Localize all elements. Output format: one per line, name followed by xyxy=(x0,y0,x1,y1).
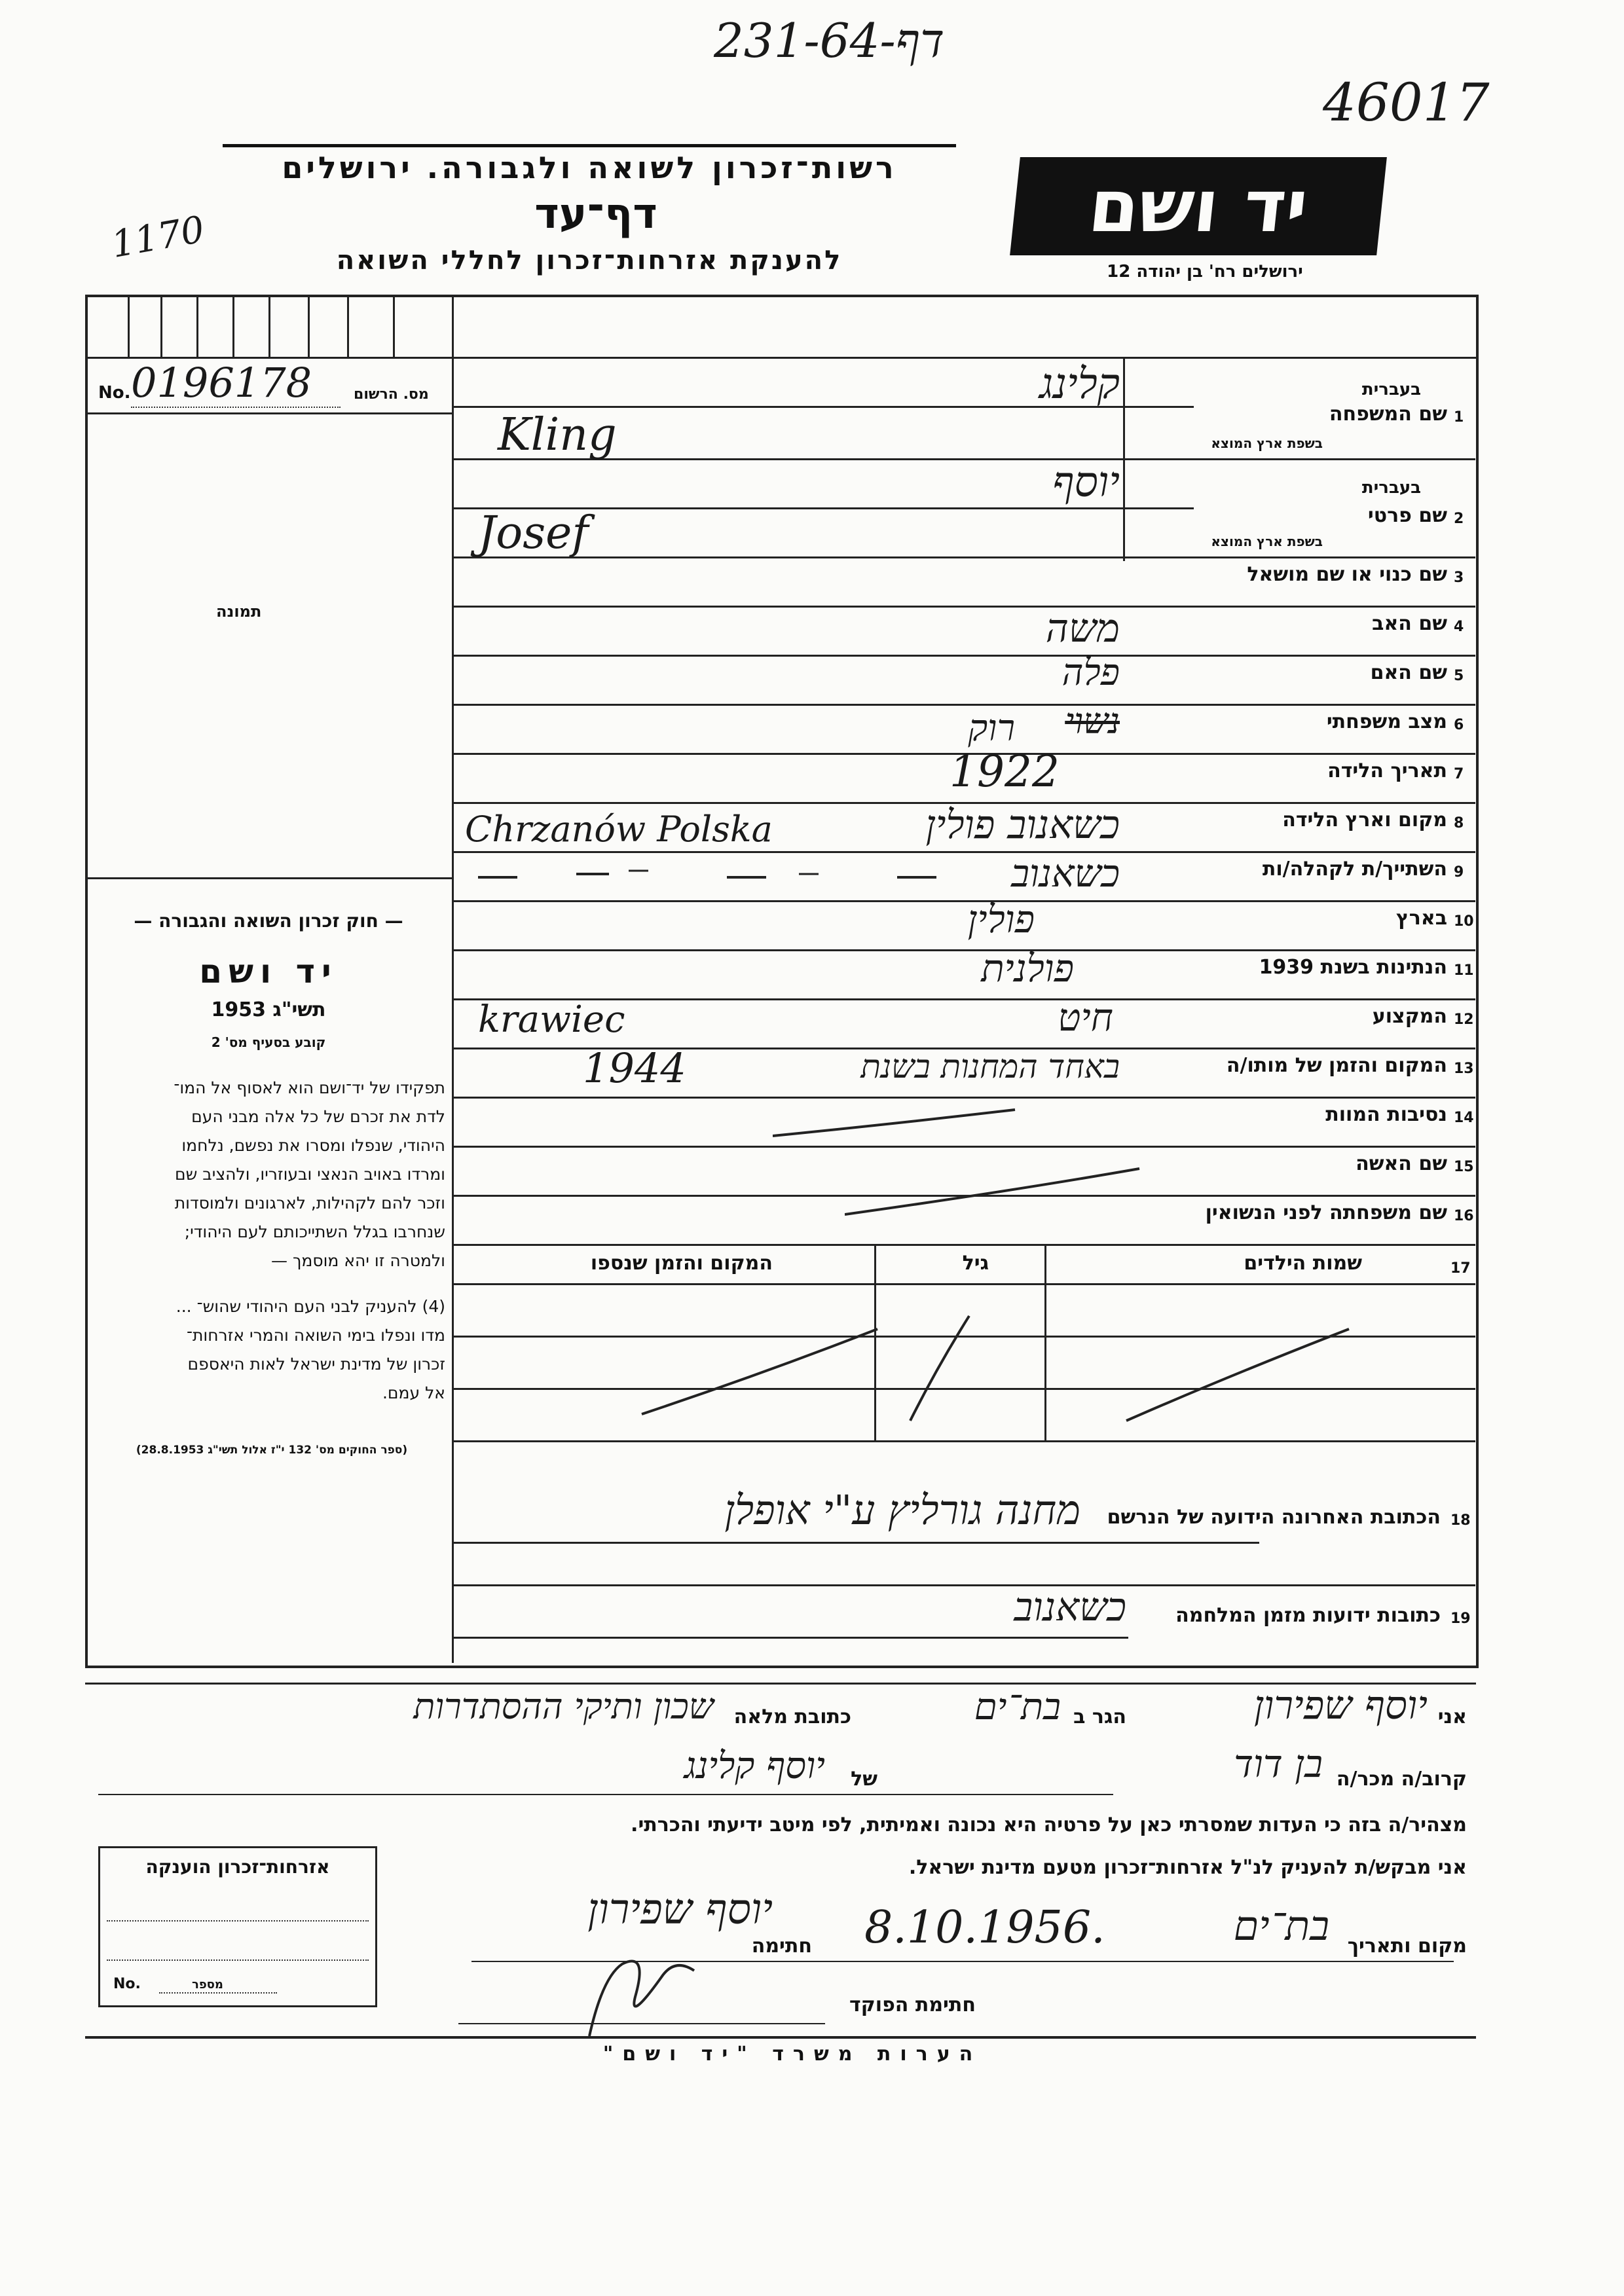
field-8-label: מקום וארץ הלידה xyxy=(1282,809,1447,831)
field-5-num: 5 xyxy=(1454,668,1464,684)
field-13-value[interactable]: באחד המחנות בשנת xyxy=(860,1048,1120,1085)
field-9-num: 9 xyxy=(1454,864,1464,881)
decl-statement: מצהיר/ה בזה כי העדות שמסרתי כאן על פרטיה היא נכונה ואמיתית, לפי מיטב ידיעתי והכרתי. xyxy=(631,1813,1467,1836)
decl-request: אני מבקש/ת להעניק לנ"ל אזרחות־זכרון מטעם מדינת ישראל. xyxy=(908,1856,1467,1879)
field-19-value[interactable]: כשאנוב xyxy=(1014,1584,1126,1630)
field-2-value-he[interactable]: יוסף xyxy=(1052,458,1120,507)
award-box xyxy=(98,1846,377,2007)
registration-no-value: 0196178 xyxy=(131,359,341,408)
award-box-no-he: מספר xyxy=(192,1978,223,1992)
law-citation: (ספר החוקים מס' 132 י"ז אלול תשי"ג 28.8.1953) xyxy=(136,1444,408,1457)
field-15-num: 15 xyxy=(1454,1159,1474,1175)
children-empty-strokes xyxy=(629,1303,1362,1434)
law-line: וזכר להם לקהילות, לארגונים ולמוסדות xyxy=(174,1194,445,1212)
officer-signature-label: חתימת הפוקד xyxy=(849,1994,976,2016)
decl-lives-label: הגר ב xyxy=(1073,1705,1126,1728)
field-12-value-he[interactable]: חיט xyxy=(1058,995,1113,1040)
field-1-num: 1 xyxy=(1454,409,1464,426)
field-14-label: נסיבות המוות xyxy=(1325,1103,1447,1126)
form-title: דף־עד xyxy=(534,190,657,238)
field-9-value[interactable]: כשאנוב xyxy=(1011,851,1120,896)
decl-signature-label: חתימה xyxy=(751,1935,812,1958)
award-box-title: אזרחות־זכרון הוענקה xyxy=(145,1856,330,1878)
field-15-label: שם האשה xyxy=(1356,1152,1447,1175)
field-19-num: 19 xyxy=(1450,1611,1471,1627)
field-14-num: 14 xyxy=(1454,1110,1474,1126)
children-header-age: גיל xyxy=(962,1252,989,1275)
law-line: ומרדו באויב הנאצי ובעוזריו, ולהציב שם xyxy=(175,1165,445,1184)
field-8-value-latin[interactable]: Chrzanów Polska xyxy=(465,809,773,850)
field-1-label: שם המשפחה xyxy=(1329,403,1447,426)
field-16-label: שם משפחתה לפני הנשואין xyxy=(1205,1201,1447,1224)
field-2-value-latin[interactable]: Josef xyxy=(478,507,589,559)
decl-i-label: אני xyxy=(1437,1705,1467,1728)
field-2-num: 2 xyxy=(1454,511,1464,527)
decl-place-date-label: מקום ותאריך xyxy=(1347,1935,1467,1958)
yad-vashem-logo xyxy=(1010,157,1387,255)
decl-signature[interactable]: יוסף שפירון xyxy=(587,1886,773,1934)
field-2-sub-top: בעברית xyxy=(1361,478,1421,498)
officer-signature-mark xyxy=(576,1938,707,2043)
field-1-value-he[interactable]: קלינג xyxy=(1039,360,1120,409)
law-year: תשי"ג 1953 xyxy=(211,998,326,1021)
field-9-label: השתייך/ת לקהלה/ות xyxy=(1262,858,1447,881)
field-15-dash xyxy=(845,1165,1146,1218)
field-12-label: המקצוע xyxy=(1372,1005,1447,1028)
field-10-num: 10 xyxy=(1454,913,1474,930)
law-paragraph xyxy=(95,1074,445,1408)
form-subtitle: להענקת אזרחות־זכרון לחללי השואה xyxy=(336,246,843,276)
law-line: ולמטרה זו יהא מוסמך — xyxy=(271,1251,445,1270)
field-13-year[interactable]: 1944 xyxy=(583,1044,686,1092)
field-13-label: המקום והזמן של מותו/ה xyxy=(1226,1054,1447,1077)
field-12-value-latin[interactable]: krawiec xyxy=(478,998,625,1041)
field-18-label: הכתובת האחרונה הידועה של הנרשם xyxy=(1107,1506,1441,1529)
children-header-place-time: המקום והזמן שנספו xyxy=(590,1252,773,1275)
decl-of-label: של xyxy=(851,1768,877,1791)
law-line: תפקידו של יד־ושם הוא לאסוף אל המו־ xyxy=(174,1078,445,1097)
field-6-struck-value: נשוי xyxy=(1065,701,1120,742)
award-box-no-label: No. xyxy=(113,1976,141,1992)
logo-text: יד ושם xyxy=(1084,164,1312,248)
law-name: יד ושם xyxy=(199,953,338,991)
footer-notes: הערות משרד "יד ושם" xyxy=(602,2043,982,2066)
field-12-num: 12 xyxy=(1454,1011,1474,1028)
field-6-label: מצב משפחתי xyxy=(1326,710,1447,733)
field-5-value[interactable]: פלה xyxy=(1061,651,1120,694)
field-10-value[interactable]: פולין xyxy=(967,897,1035,941)
field-11-value[interactable]: פולנית xyxy=(981,946,1074,991)
law-line: אל עמם. xyxy=(382,1383,445,1402)
field-13-num: 13 xyxy=(1454,1061,1474,1077)
field-18-value[interactable]: מחנה גורליץ ע"י אופלן xyxy=(724,1486,1080,1534)
field-8-value-he[interactable]: כשאנוב פולין xyxy=(925,802,1120,848)
archive-stamp-no: 1170 xyxy=(108,208,208,266)
law-line: לדת את זכרם של כל אלה מבני העם xyxy=(191,1107,445,1126)
decl-city[interactable]: בת־ים xyxy=(974,1686,1061,1728)
law-line: זכרון של מדינת ישראל לאות היאספם xyxy=(187,1355,445,1374)
field-9-ditto-marks xyxy=(478,864,976,890)
field-11-num: 11 xyxy=(1454,962,1474,979)
field-6-num: 6 xyxy=(1454,717,1464,733)
field-7-value[interactable]: 1922 xyxy=(950,746,1060,797)
registration-no-label: No. xyxy=(98,383,131,403)
decl-address[interactable]: שכון ותיקי ההסתדרות xyxy=(413,1686,714,1727)
registration-label: מס. הרשום xyxy=(354,386,429,403)
decl-subject-name[interactable]: יוסף קלינג xyxy=(684,1745,825,1787)
header-address: ירושלים רח' בן יהודה 12 xyxy=(1107,262,1303,282)
field-7-label: תאריך הלידה xyxy=(1327,759,1447,782)
field-7-num: 7 xyxy=(1454,766,1464,782)
field-2-sub-bottom: בשפת ארץ המוצא xyxy=(1211,534,1323,549)
field-4-label: שם האב xyxy=(1372,612,1447,635)
law-line: מדו ונפלו בימי השואה והמרי אזרחות־ xyxy=(186,1326,445,1345)
field-8-num: 8 xyxy=(1454,815,1464,831)
field-16-num: 16 xyxy=(1454,1208,1474,1224)
photo-label: תמונה xyxy=(216,602,262,621)
field-17-num: 17 xyxy=(1450,1260,1471,1277)
field-6-value[interactable]: רוק xyxy=(968,707,1015,750)
field-10-label: בארץ xyxy=(1395,907,1447,930)
field-5-label: שם האם xyxy=(1370,661,1447,684)
children-header-names: שמות הילדים xyxy=(1244,1252,1362,1275)
field-1-value-latin[interactable]: Kling xyxy=(498,409,617,461)
field-19-label: כתובות ידועות מזמן המלחמה xyxy=(1175,1604,1441,1627)
archive-file-ref: 231-64-דף xyxy=(714,13,945,68)
law-clause-ref: קובע בסעיף מס' 2 xyxy=(211,1034,326,1050)
field-14-dash xyxy=(773,1106,1022,1139)
field-1-sub-bottom: בשפת ארץ המוצא xyxy=(1211,435,1323,451)
field-11-label: הנתינות בשנת 1939 xyxy=(1259,956,1447,979)
archive-item-no: 46017 xyxy=(1323,72,1490,133)
field-18-num: 18 xyxy=(1450,1512,1471,1529)
law-line: (4) להעניק לבני העם היהודי שהוש־ ... xyxy=(175,1297,445,1316)
law-heading: — חוק זכרון השואה והגבורה — xyxy=(134,910,403,932)
law-line: היהודי, שנפלו ומסרו את נפשם, נלחמו xyxy=(181,1136,445,1155)
decl-date[interactable]: 8.10.1956. xyxy=(864,1902,1105,1954)
law-line: שנחרבו בגלל השתייכותם לעם היהודי; xyxy=(184,1222,445,1241)
field-1-sub-top: בעברית xyxy=(1361,380,1421,399)
field-3-label: שם כנוי או שם מושאל xyxy=(1247,563,1447,586)
decl-relation-label: קרוב/ה מכר/ה xyxy=(1336,1768,1467,1791)
field-2-label: שם פרטי xyxy=(1367,504,1447,527)
decl-place[interactable]: בת־ים xyxy=(1233,1902,1329,1950)
field-4-num: 4 xyxy=(1454,619,1464,635)
field-3-num: 3 xyxy=(1454,570,1464,586)
decl-relation[interactable]: בן דוד xyxy=(1234,1741,1323,1786)
field-4-value[interactable]: משה xyxy=(1045,606,1120,651)
decl-address-label: כתובת מלאה xyxy=(733,1705,851,1728)
decl-name[interactable]: יוסף שפירון xyxy=(1253,1683,1428,1728)
org-line: רשות־זכרון לשואה ולגבורה. ירושלים xyxy=(223,144,956,185)
